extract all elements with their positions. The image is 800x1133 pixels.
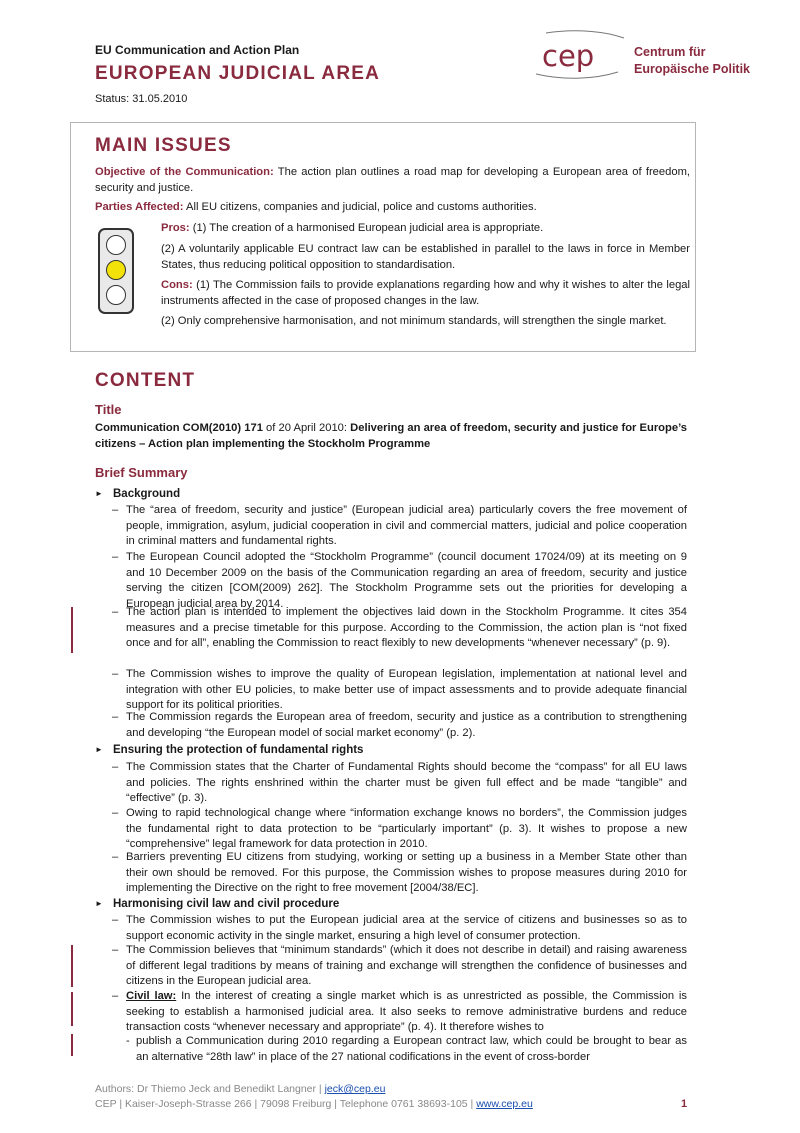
cons-1: Cons: (1) The Commission fails to provide explanations regarding how and why it wishes to alter the legal instruments affected in the case of proposed changes in the law. <box>161 279 690 307</box>
list-item: – The action plan is intended to implement the objectives laid down in the Stockholm Programme. It cites 354 measures and a precise timetable for this purpose. According to the Commission, the action plan is “not fixed once and for all”, enabling the Commission to react flexibly to new developments “whenever necessary” (p. 9). <box>112 606 687 649</box>
margin-change-bar <box>71 1034 73 1056</box>
list-item: – Barriers preventing EU citizens from studying, working or setting up a business in a Member State other than their own should be removed. For this purpose, the Commission wishes to propose measures during 2010 for implementing the Directive on the right to free movement [2004/38/EC]. <box>112 851 687 894</box>
main-issues-heading: MAIN ISSUES <box>95 135 232 156</box>
main-issues-box <box>70 122 696 352</box>
website-link[interactable]: www.cep.eu <box>476 1098 533 1110</box>
title-subheading: Title <box>95 402 122 417</box>
organisation-name: Centrum für Europäische Politik <box>634 45 751 76</box>
section-heading-background: ► Background <box>95 488 181 500</box>
author-email-link[interactable]: jeck@cep.eu <box>324 1083 386 1095</box>
pros-1: Pros: (1) The creation of a harmonised European judicial area is appropriate. <box>161 222 544 234</box>
list-item: – The Commission regards the European area of freedom, security and justice as a contribution to strengthening and developing “the European model of social market economy” (p. 2). <box>112 711 687 739</box>
logo-wordmark: cep <box>542 39 595 73</box>
cons-2: (2) Only comprehensive harmonisation, and not minimum standards, will strengthen the single market. <box>161 315 667 327</box>
list-item: – Civil law: In the interest of creating a single market which is as unrestricted as possible, the Commission is seeking to establish a harmonised judicial area. It also seeks to remove administrative burdens and reduce transaction costs “whenever necessary and appropriate” (p. 4). It therefore wishes to <box>112 990 687 1033</box>
cep-logo <box>532 30 632 82</box>
margin-change-bar <box>71 945 73 987</box>
content-heading: CONTENT <box>95 370 196 391</box>
objective-paragraph: Objective of the Communication: The action plan outlines a road map for developing a European area of freedom, security and justice. <box>95 166 690 194</box>
list-item: – The European Council adopted the “Stockholm Programme” (council document 17024/09) at its meeting on 9 and 10 December 2009 on the basis of the Communication regarding an area of freedom, security and justice serving the citizen [COM(2009) 262]. The Stockholm Programme sets out the priorities for developing a European judicial area by 2014. <box>112 551 687 610</box>
list-item: – The “area of freedom, security and justice” (European judicial area) particularly covers the free movement of people, immigration, asylum, judicial cooperation in civil and commercial matters, judicial and police cooperation in criminal matters and fundamental rights. <box>112 504 687 547</box>
footer-address: CEP | Kaiser-Joseph-Strasse 266 | 79098 Freiburg | Telephone 0761 38693-105 | www.cep.eu <box>95 1098 533 1110</box>
document-type: EU Communication and Action Plan <box>95 43 300 57</box>
footer-authors: Authors: Dr Thiemo Jeck and Benedikt Langner | jeck@cep.eu <box>95 1083 386 1095</box>
traffic-light-icon <box>98 228 134 314</box>
parties-affected-paragraph: Parties Affected: All EU citizens, companies and judicial, police and customs authorities. <box>95 201 537 213</box>
traffic-light-top-lamp <box>106 235 126 255</box>
communication-reference: Communication COM(2010) 171 of 20 April 2010: Delivering an area of freedom, security and justice for Europe’s citizens – Action plan implementing the Stockholm Programme <box>95 422 687 450</box>
list-item: – Owing to rapid technological change where “information exchange knows no borders”, the Commission judges the fundamental right to data protection to be “particularly important” (p. 3). It wishes to propose a new “comprehensive” legal framework for data protection in 2010. <box>112 807 687 850</box>
document-title: EUROPEAN JUDICIAL AREA <box>95 63 381 84</box>
brief-summary-subheading: Brief Summary <box>95 465 188 480</box>
pros-2: (2) A voluntarily applicable EU contract law can be established in parallel to the laws in force in Member States, thus reducing political opposition to standardisation. <box>161 243 690 271</box>
traffic-light-middle-lamp <box>106 260 126 280</box>
page-number: 1 <box>681 1098 688 1110</box>
list-item: – The Commission believes that “minimum standards” (which it does not describe in detail) and raising awareness of different legal traditions by means of training and exchange will strengthen the confidence of businesses and citizens in the European judicial area. <box>112 944 687 987</box>
document-status: Status: 31.05.2010 <box>95 93 188 105</box>
list-item: – The Commission wishes to improve the quality of European legislation, implementation at national level and integration with other EU policies, to make better use of impact assessments and to provide adequate financial support for its political priorities. <box>112 668 687 711</box>
list-item: – The Commission states that the Charter of Fundamental Rights should become the “compass” for all EU laws and policies. The rights enshrined within the charter must be given full effect and be made “tangible” and “effective” (p. 3). <box>112 761 687 804</box>
margin-change-bar <box>71 992 73 1026</box>
section-heading-civil-law: ► Harmonising civil law and civil procedure <box>95 898 340 910</box>
margin-change-bar <box>71 607 73 653</box>
sub-list-item: - publish a Communication during 2010 regarding a European contract law, which could be brought to bear as an alternative “28th law” in place of the 27 national codifications in the event of cross-border <box>126 1035 687 1063</box>
section-heading-fundamental-rights: ► Ensuring the protection of fundamental rights <box>95 744 364 756</box>
traffic-light-bottom-lamp <box>106 285 126 305</box>
list-item: – The Commission wishes to put the European judicial area at the service of citizens and businesses so as to support economic activity in the single market, ensuring a high level of consumer protection. <box>112 914 687 942</box>
